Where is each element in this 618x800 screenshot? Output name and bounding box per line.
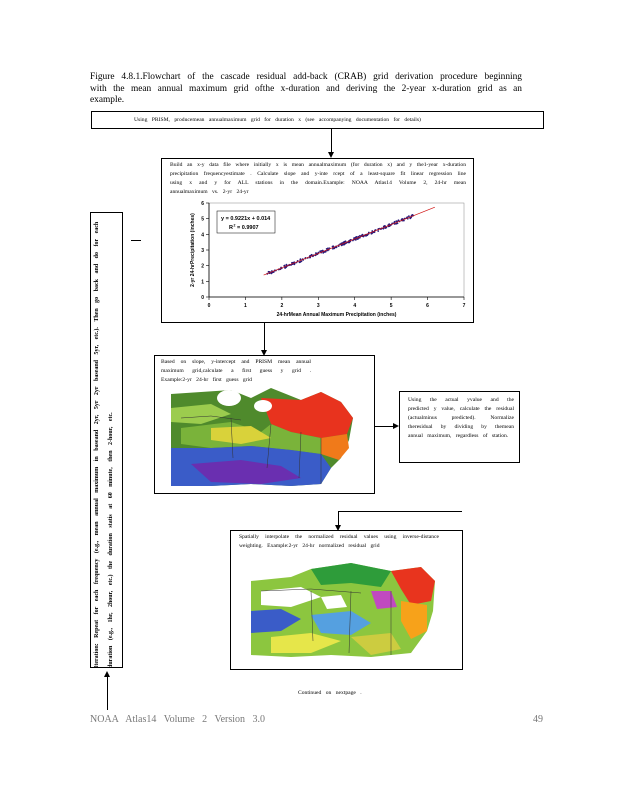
y-tick-label: 0 [201,295,204,301]
normalized-residual-grid-map [251,561,437,659]
connector-return [107,676,108,710]
x-axis-label: 24-hrMean Annual Maximum Precipitation (inches) [276,312,397,318]
y-tick-label: 5 [201,216,204,223]
connector-4-5-horizontal [338,511,462,512]
step3-text: Based on slope, y-intercept and PRISM mean annual maximum grid,calculate a first guess y grid . Example:2-yr 24-hr first guess grid [161,359,311,383]
x-tick-label: 5 [389,303,393,309]
x-tick-label: 4 [353,303,357,309]
first-guess-grid-map [171,388,359,488]
data-point [409,217,411,219]
step5-text: Spatially interpolate the normalized residual values using inverse-distance weighting. Example:2-yr 24-hr normalized residual grid [239,534,439,549]
x-tick-label: 6 [426,303,429,309]
data-point [371,233,373,235]
connector-1-2 [331,129,332,153]
iteration-text: Iteration: Repeat for each frequency (e.g., mean annual maximum in baseand 2yr, 5yr 2yr baseand 5yr, etc.). Then go back and do for each duration (e.g., 1hr, 2hour, etc.) the duration statis at 60 minute, then 2-hour, etc. [94,221,114,668]
step4-text: Using the actual yvalue and the predicted y value, calculate the residual (actualminus predicted). Normalize theresidual by dividing by themean annual maximum, regardless of station. [408,397,514,439]
data-point [394,221,396,223]
step2-box [161,158,474,323]
y-tick-label: 2 [201,263,204,270]
data-point [319,250,321,252]
x-tick-label: 1 [244,303,247,309]
data-point [299,261,301,263]
y-tick-label: 6 [201,201,204,207]
step1-box [91,111,544,129]
connector-3-4 [375,426,394,427]
y-tick-label: 4 [201,232,204,239]
continued-note: Continued on nextpage . [298,690,362,696]
step5-box [230,530,463,670]
step2-text: Build an x-y data file where initially x is mean annualmaximum (for duration x) and y the1-year x-duration precipitation frequencyestimate . Calculate slope and y-inte rcept of a least-square fit linear regression line using x and y for ALL stations in the domain.Example: NOAA Atlas14 Volume 2, 24-hr mean annualmaximum vs. 2-yr 24-yr [170,162,466,195]
data-point [268,271,270,273]
r-squared-exponent: 2 [233,223,236,228]
data-point [270,273,272,275]
x-tick-label: 2 [280,303,284,309]
y-axis-label: 2-yr 24-hrPrecipitation (inches) [190,213,196,287]
x-tick-label: 7 [462,303,466,309]
x-tick-label: 0 [207,303,211,309]
y-tick-label: 1 [201,279,204,286]
step3-box [154,355,375,494]
y-tick-label: 3 [201,248,204,254]
step4-box [399,391,520,463]
data-point [356,236,358,238]
r-squared-value: = 0.9907 [237,225,259,231]
data-point [408,215,410,217]
scatter-chart [169,199,469,321]
r-squared-symbol: R [229,225,233,231]
footer-title: NOAA Atlas14 Volume 2 Version 3.0 [90,714,266,725]
data-point [377,230,379,232]
arrow-return [104,671,110,677]
regression-equation: y = 0.9221x + 0.014 [221,216,271,222]
connector-2-3 [264,323,265,351]
x-tick-label: 3 [316,303,320,309]
side-tick [131,240,141,241]
figure-caption: Figure 4.8.1.Flowchart of the cascade residual add-back (CRAB) grid derivation procedure beginning with the mean annual maximum grid ofthe x-duration and deriving the 2-year x-duration grid as an example. [90,72,522,106]
data-point [355,239,357,241]
step1-text: Using PRISM, producemean annualmaximum grid for duration x (see accompanying documentation for details) [134,117,421,123]
page-number: 49 [533,714,543,725]
connector-4-5-vertical [338,511,339,526]
